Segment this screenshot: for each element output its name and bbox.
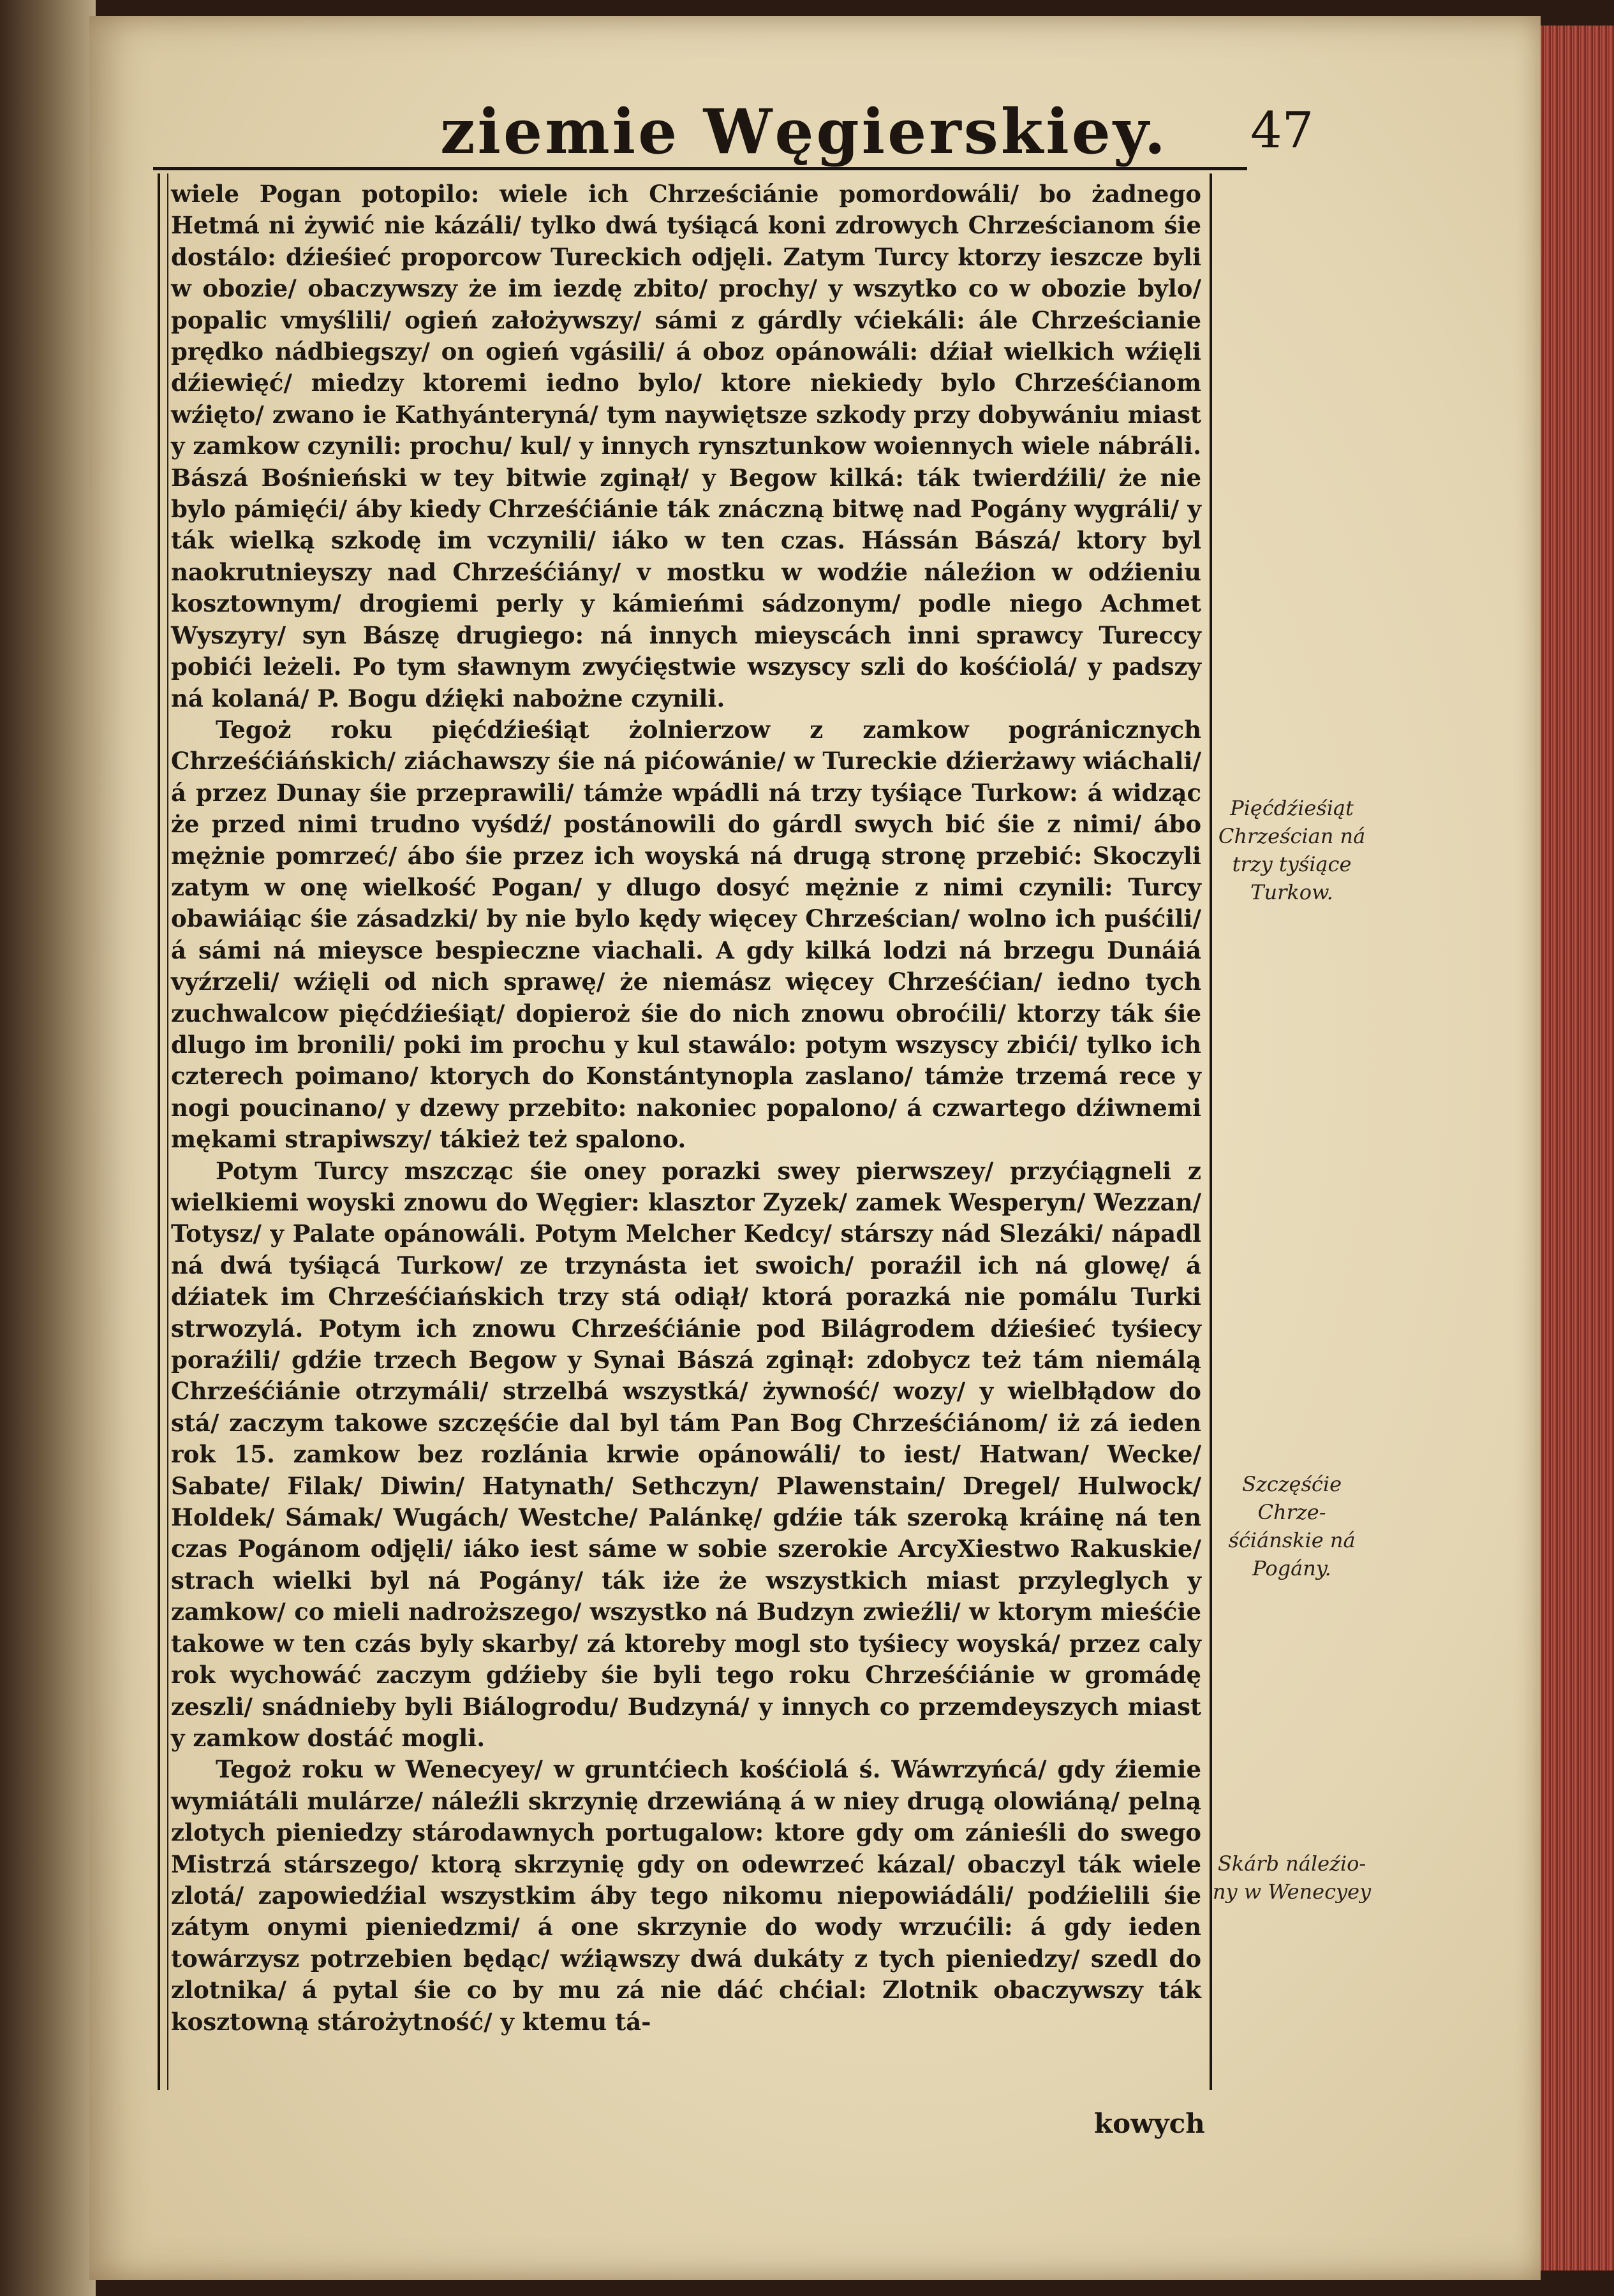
paragraph: wiele Pogan potopilo: wiele ich Chrześciánie pomordowáli/ bo żadnego Hetmá ni żywić nie kázáli/ tylko dwá tyśiącá koni zdrowych Chrześcianom śie dostálo: dźieśieć proporcow Tureckich odjęli. Zatym Turcy ktorzy ieszcze byli w obozie/ obaczywszy że im iezdę zbito/ prochy/ y wszytko co w obozie bylo/ popalic vmyślili/ ogień założywszy/ sámi z gárdly vćiekáli: ále Chrześcianie prędko nádbiegszy/ on ogień vgásili/ á oboz opánowáli: dźiał wielkich wźięli dźiewięć/ miedzy ktoremi iedno bylo/ ktore niekiedy bylo Chrześćianom wźięto/ zwano ie Kathyánteryná/ tym naywiętsze szkody przy dobywániu miast y zamkow czynili: prochu/ kul/ y innych rynsztunkow woiennych wiele nábráli. Bászá Bośnieński w tey bitwie zginął/ y Begow kilká: ták twierdźili/ że nie bylo pámięći/ áby kiedy Chrześćiánie ták znáczną bitwę nad Pogány wygráli/ y ták wielką szkodę im vczynili/ iáko w ten czas. Hássán Bászá/ ktory byl naokrutnieyszy nad Chrześćiány/ v mostku w wodźie náleźion w odźieniu kosztownym/ drogiemi perly y kámieńmi sádzonym/ podle niego Achmet Wyszyry/ syn Bászę drugiego: ná innych mieyscách inni sprawcy Tureccy pobići leżeli. Po tym sławnym zwyćięstwie wszyscy szli do kośćiolá/ y padszy ná kolaná/ P. Bogu dźięki nabożne czynili. [171, 180, 1201, 712]
book-page-edges [1529, 26, 1614, 2270]
marginal-note [1212, 1850, 1372, 1906]
text-frame-inner-rule [167, 173, 168, 2090]
marginal-note-line: Turkow. [1250, 880, 1333, 904]
marginal-note-line: ny w Wenecyey [1212, 1880, 1372, 1904]
paragraph: Tegoż roku w Wenecyey/ w gruntćiech kośćiolá ś. Wáwrzyńcá/ gdy źiemie wymiátáli mulárze/ náleźli skrzynię drzewiáną á w niey drugą olowiáną/ pelną zlotych pieniedzy stárodawnych portugalow: ktore gdy om zánieśli do swego Mistrzá stárszego/ ktorą skrzynię gdy on odewrzeć kázal/ obaczyl ták wiele zlotá/ zapowiedźial wszystkim áby tego nikomu niepowiádáli/ podźielili śie zátym onymi pieniedzmi/ á one skrzynie do wody wrzućili: á gdy ieden towárzysz potrzebien będąc/ wźiąwszy dwá dukáty z tych pieniedzy/ szedl do zlotnika/ á pytal śie co by mu zá nie dáć chćial: Zlotnik obaczywszy ták kosztowną stárożytność/ y ktemu tá- [171, 1755, 1201, 2036]
marginal-note-line: Chrześcian ná [1218, 824, 1366, 848]
facing-page-edge [0, 0, 96, 2296]
header-rule [153, 167, 1247, 170]
paragraph: Potym Turcy mszcząc śie oney porazki swey pierwszey/ przyćiągneli z wielkiemi woyski znowu do Węgier: klasztor Zyzek/ zamek Wesperyn/ Wezzan/ Totysz/ y Palate opánowáli. Potym Melcher Kedcy/ stárszy nád Slezáki/ nápadl ná dwá tyśiącá Turkow/ ze trzynásta iet swoich/ poraźil ich ná glowę/ á dźiatek im Chrześćiańskich trzy stá odiął/ ktorá porazká nie pomálu Turki strwozylá. Potym ich znowu Chrześćiánie pod Bilágrodem dźieśieć tyśiecy poraźili/ gdźie trzech Begow y Synai Bászá zginął: zdobycz też tám niemálą Chrześćiánie otrzymáli/ strzelbá wszystká/ żywność/ wozy/ y wielbłądow do stá/ zaczym takowe szczęśćie dal byl tám Pan Bog Chrześćiánom/ iż zá ieden rok 15. zamkow bez rozlánia krwie opánowáli/ to iest/ Hatwan/ Wecke/ Sabate/ Filak/ Diwin/ Hatynath/ Sethczyn/ Plawenstain/ Dregel/ Hulwock/ Holdek/ Sámak/ Wugách/ Westche/ Palánkę/ gdźie ták szeroką kráinę ná ten czas Pogánom odjęli/ iáko iest sáme w sobie szerokie ArcyXiestwo Rakuskie/ strach wielki byl ná Pogány/ ták iże że wszystkich miast przyleglych y zamkow/ co mieli nadroższego/ wszystko ná Budzyn zwieźli/ w ktorym mieśćie takowe w ten czás byly skarby/ zá ktoreby mogl sto tyśiecy woyská/ przez caly rok wychowáć zaczym gdźieby śie byli tego roku Chrześćiánie w gromádę zeszli/ snádnieby byli Biálogrodu/ Budzyná/ y innych co przemdeyszych miast y zamkow dostáć mogli. [171, 1156, 1201, 1752]
marginal-note-line: trzy tyśiące [1232, 852, 1352, 876]
marginal-note-line: śćiánskie ná [1228, 1528, 1356, 1552]
marginal-note-line: Pięćdźieśiąt [1230, 796, 1354, 820]
running-title: ziemie Węgierskiey. [440, 96, 1169, 168]
marginal-note [1212, 794, 1372, 906]
marginal-note-line: Skárb náleźio- [1217, 1851, 1366, 1876]
marginal-note-line: Pogány. [1252, 1556, 1331, 1580]
main-text [171, 179, 1201, 2086]
marginal-note [1212, 1470, 1372, 1582]
catchword: kowych [1094, 2108, 1205, 2139]
marginal-note-line: Szczęśćie Chrze- [1241, 1472, 1342, 1524]
page-number: 47 [1250, 102, 1314, 159]
paragraph: Tegoż roku pięćdźieśiąt żolnierzow z zamkow pogránicznych Chrześćiáńskich/ ziáchawszy śie ná pićowánie/ w Tureckie dźierżawy wiáchali/ á przez Dunay śie przeprawili/ támże wpádli ná trzy tyśiące Turkow: á widząc że przed nimi trudno vyśdź/ postánowili do gárdl swych bić śie z nimi/ ábo mężnie pomrzeć/ ábo śie przez ich woyská ná drugą stronę przebić: Skoczyli zatym w onę wielkość Pogan/ y dlugo dosyć mężnie z nimi czynili: Turcy obawiáiąc śie zásadzki/ by nie bylo kędy więcey Chrześcian/ wolno ich puśćili/ á sámi ná mieysce bespieczne viachali. A gdy kilká lodzi ná brzegu Dunáiá vyźrzeli/ wźięli od nich sprawę/ że niemász więcey Chrześćian/ iedno tych zuchwalcow pięćdźieśiąt/ dopieroż śie do nich znowu obroćili/ ktorzy ták śie dlugo im bronili/ poki im prochu y kul stawálo: potym wszyscy zbići/ tylko ich czterech poimano/ ktorych do Konstántynopla zaslano/ támże trzemá rece y nogi poucinano/ y dzewy przebito: nakoniec popalono/ á czwartego dźiwnemi mękami strapiwszy/ tákież też spalono. [171, 715, 1201, 1154]
